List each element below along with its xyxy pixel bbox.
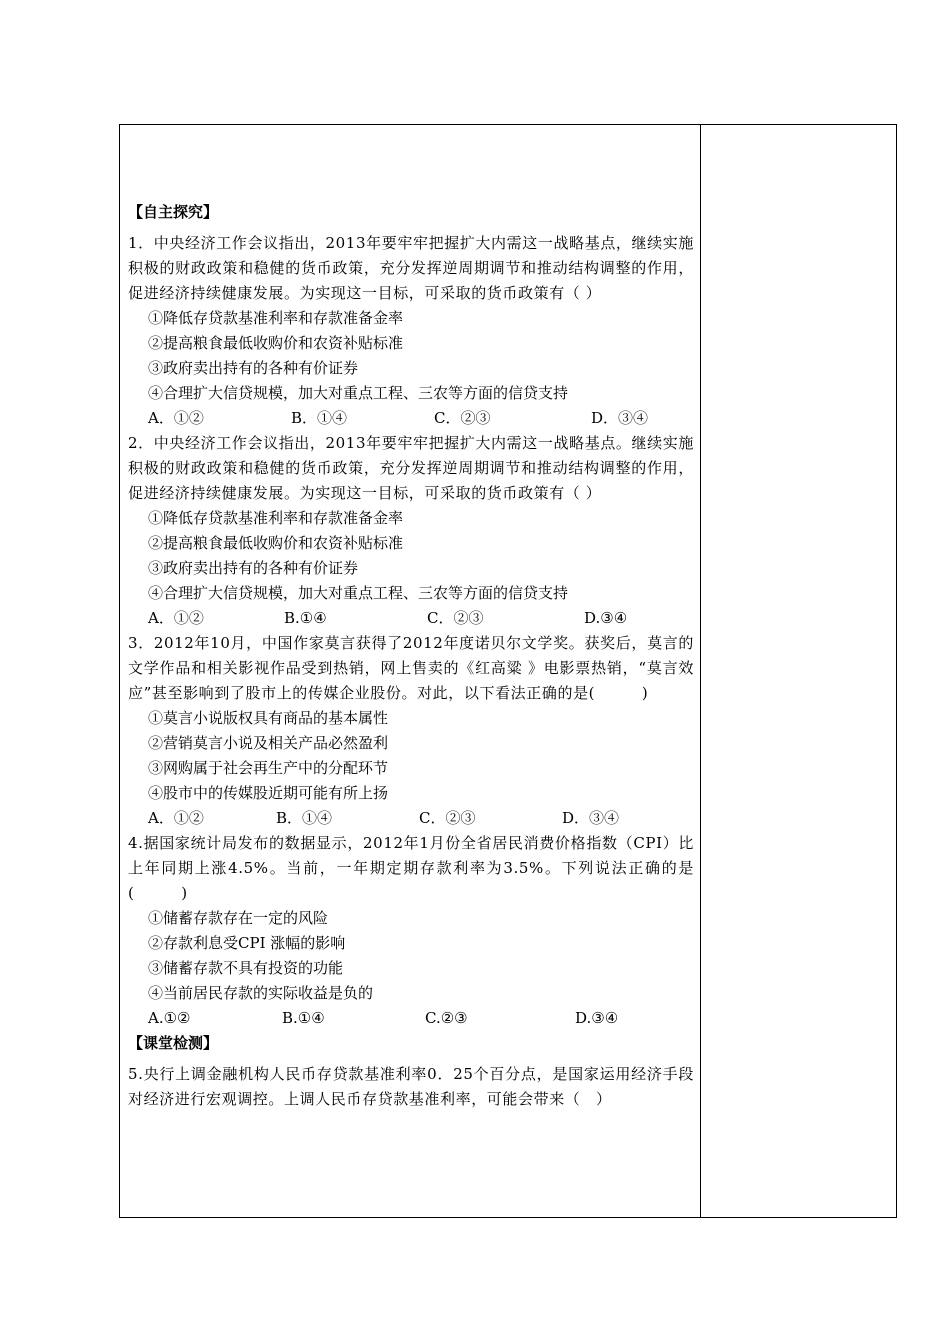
question-3: [128, 631, 694, 831]
statement-option: ③政府卖出持有的各种有价证券: [148, 359, 359, 377]
answer-choice-c: C．②③: [427, 609, 484, 627]
question-stem: 5.央行上调金融机构人民币存贷款基准利率0．25个百分点，是国家运用经济手段对经济进行宏观调控。上调人民币存贷款基准利率，可能会带来（ ）: [128, 1065, 694, 1108]
worksheet-content: [128, 200, 694, 1112]
answer-choice-a: A．①②: [148, 609, 204, 627]
answer-choices: [128, 1006, 694, 1031]
table-column-divider: [700, 124, 701, 1218]
answer-choice-d: D.③④: [584, 609, 628, 627]
question-stem: 2．中央经济工作会议指出，2013年要牢牢把握扩大内需这一战略基点。继续实施积极的财政政策和稳健的货币政策，充分发挥逆周期调节和推动结构调整的作用，促进经济持续健康发展。为实现这一目标，可采取的货币政策有（ ）: [128, 434, 694, 502]
statement-option: ①降低存贷款基准利率和存款准备金率: [148, 309, 404, 327]
question-stem: 3．2012年10月，中国作家莫言获得了2012年度诺贝尔文学奖。获奖后，莫言的文学作品和相关影视作品受到热销，网上售卖的《红高粱 》电影票热销，“莫言效应”甚至影响到了股市上的传媒企业股份。对此，以下看法正确的是( ): [128, 634, 694, 702]
statement-option: ③储蓄存款不具有投资的功能: [148, 959, 344, 977]
answer-choice-c: C．②③: [419, 809, 476, 827]
answer-choice-b: B.①④: [284, 609, 327, 627]
statement-option: ①储蓄存款存在一定的风险: [148, 909, 329, 927]
statement-option: ②提高粮食最低收购价和农资补贴标准: [148, 534, 404, 552]
answer-choice-a: A．①②: [148, 409, 204, 427]
answer-choice-a: A．①②: [148, 809, 204, 827]
question-2: [128, 431, 694, 631]
answer-choice-a: A.①②: [148, 1009, 191, 1027]
answer-choice-d: D.③④: [575, 1009, 619, 1027]
statement-option: ③网购属于社会再生产中的分配环节: [148, 759, 389, 777]
answer-choice-b: B.①④: [282, 1009, 325, 1027]
question-stem: 4.据国家统计局发布的数据显示，2012年1月份全省居民消费价格指数（CPI）比上年同期上涨4.5%。当前，一年期定期存款利率为3.5%。下列说法正确的是( ): [128, 834, 694, 902]
statement-option: ④当前居民存款的实际收益是负的: [148, 984, 374, 1002]
answer-choices: [128, 806, 694, 831]
statement-option: ④合理扩大信贷规模，加大对重点工程、三农等方面的信贷支持: [148, 384, 569, 402]
statement-option: ②存款利息受CPI 涨幅的影响: [148, 934, 346, 952]
answer-choice-d: D．③④: [562, 809, 620, 827]
question-4: [128, 831, 694, 1031]
answer-choices: [128, 406, 694, 431]
answer-choice-b: B．①④: [291, 409, 348, 427]
statement-option: ②营销莫言小说及相关产品必然盈利: [148, 734, 389, 752]
section-heading-self-study: 【自主探究】: [128, 203, 219, 221]
answer-choice-d: D．③④: [591, 409, 649, 427]
statement-option: ②提高粮食最低收购价和农资补贴标准: [148, 334, 404, 352]
question-1: [128, 231, 694, 431]
answer-choices: [128, 606, 694, 631]
statement-option: ①莫言小说版权具有商品的基本属性: [148, 709, 389, 727]
statement-option: ①降低存贷款基准利率和存款准备金率: [148, 509, 404, 527]
answer-choice-c: C.②③: [425, 1009, 468, 1027]
statement-option: ③政府卖出持有的各种有价证券: [148, 559, 359, 577]
statement-option: ④股市中的传媒股近期可能有所上扬: [148, 784, 389, 802]
section-heading-class-check: 【课堂检测】: [128, 1034, 219, 1052]
statement-option: ④合理扩大信贷规模，加大对重点工程、三农等方面的信贷支持: [148, 584, 569, 602]
answer-choice-c: C．②③: [434, 409, 491, 427]
answer-choice-b: B．①④: [276, 809, 333, 827]
question-5: [128, 1062, 694, 1112]
question-stem: 1．中央经济工作会议指出，2013年要牢牢把握扩大内需这一战略基点，继续实施积极的财政政策和稳健的货币政策，充分发挥逆周期调节和推动结构调整的作用，促进经济持续健康发展。为实现这一目标，可采取的货币政策有（ ）: [128, 234, 694, 302]
